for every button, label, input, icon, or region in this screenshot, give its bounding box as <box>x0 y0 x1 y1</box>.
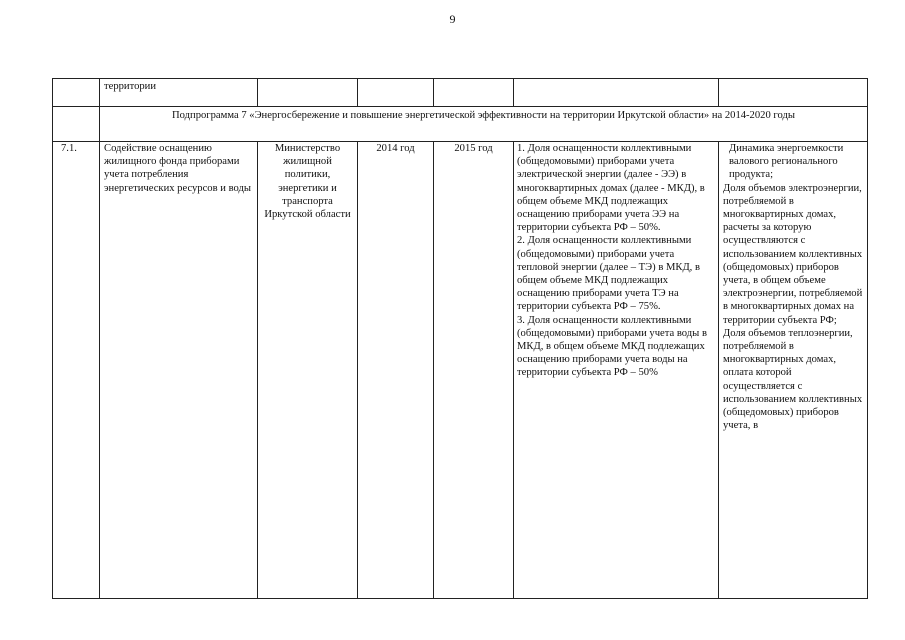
table-row-item <box>53 142 868 599</box>
indicator-text: 2. Доля оснащенности коллективными (общедомовыми) приборами учета тепловой энергии (далее – ТЭ) в МКД, в общем объеме МКД подлежащих оснащению приборами учета ТЭ на территории субъекта РФ – 75%. <box>517 235 700 313</box>
item-description: Содействие оснащению жилищного фонда приборами учета потребления энергетических ресурсов и воды <box>100 142 258 599</box>
table-cell-empty <box>358 79 434 107</box>
subprogram-title: Подпрограмма 7 «Энергосбережение и повышение энергетической эффективности на территории Иркутской области» на 2014-2020 годы <box>100 107 868 142</box>
page-number: 9 <box>449 12 456 26</box>
measure-text: Доля объемов электроэнергии, потребляемой в многоквартирных домах, расчеты за которую осуществляются с использованием коллективных (общедомовых) приборов учета, в общем объеме электроэнергии, потребляемой в многоквартирных домах на территории субъекта РФ; <box>723 182 863 326</box>
indicator-text: 3. Доля оснащенности коллективными (общедомовыми) приборами учета воды в МКД, в общем объеме МКД подлежащих оснащению приборами учета воды на территории субъекта РФ – 50% <box>517 314 707 379</box>
table-cell-empty <box>53 79 100 107</box>
table-cell-empty <box>514 79 719 107</box>
item-start-year: 2014 год <box>358 142 434 599</box>
item-number: 7.1. <box>53 142 100 599</box>
table-cell-empty <box>719 79 868 107</box>
table-row-continued <box>53 79 868 107</box>
item-measures <box>719 142 868 599</box>
item-end-year: 2015 год <box>434 142 514 599</box>
table-cell-empty <box>258 79 358 107</box>
table-cell-empty <box>434 79 514 107</box>
item-indicators <box>514 142 719 599</box>
program-table <box>52 78 868 599</box>
continued-description-cell: территории <box>100 79 258 107</box>
item-executor: Министерство жилищной политики, энергетики и транспорта Иркутской области <box>258 142 358 599</box>
table-row-subprogram <box>53 107 868 142</box>
table-cell-empty <box>53 107 100 142</box>
measure-text: Доля объемов теплоэнергии, потребляемой в многоквартирных домах, оплата которой осуществляется с использованием коллективных (общедомовых) приборов учета, в <box>723 327 863 432</box>
measure-text: Динамика энергоемкости валового регионального продукта; <box>729 143 844 181</box>
indicator-text: 1. Доля оснащенности коллективными (общедомовыми) приборами учета электрической энергии (далее - ЭЭ) в многоквартирных домах (далее - МКД), в общем объеме МКД подлежащих оснащению приборами учета ЭЭ на территории субъекта РФ – 50%. <box>517 143 705 234</box>
